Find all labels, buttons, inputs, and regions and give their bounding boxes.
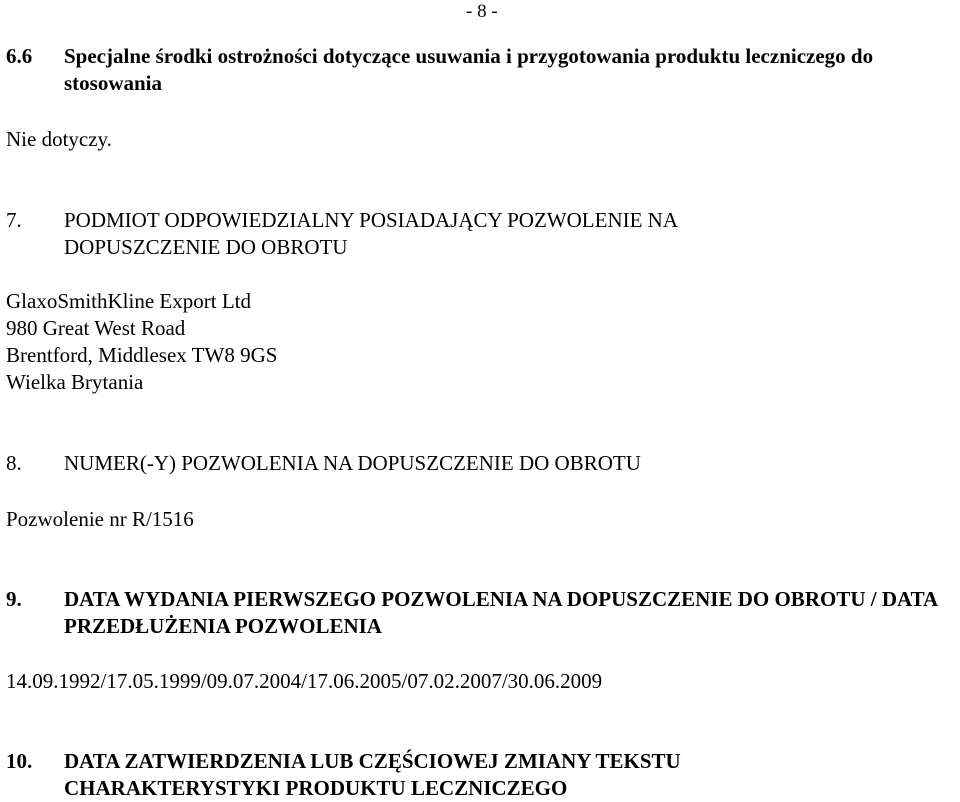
address-line: Brentford, Middlesex TW8 9GS: [6, 343, 278, 367]
address-line: GlaxoSmithKline Export Ltd: [6, 289, 251, 313]
section-8-title: NUMER(-Y) POZWOLENIA NA DOPUSZCZENIE DO OBROTU: [64, 451, 641, 475]
page-number: - 8 -: [466, 1, 498, 22]
section-8-heading: [6, 450, 956, 477]
section-7-heading: [6, 207, 956, 261]
address-line: Wielka Brytania: [6, 370, 144, 394]
section-10-heading: [6, 748, 956, 802]
section-9-body: 14.09.1992/17.05.1999/09.07.2004/17.06.2005/07.02.2007/30.06.2009: [6, 669, 603, 693]
section-6-6-number: 6.6: [6, 44, 33, 68]
address-line: 980 Great West Road: [6, 316, 186, 340]
section-9-title: DATA WYDANIA PIERWSZEGO POZWOLENIA NA DOPUSZCZENIE DO OBROTU / DATA PRZEDŁUŻENIA POZWOLENIA: [64, 587, 938, 638]
section-9-number: 9.: [6, 587, 22, 611]
section-8-number: 8.: [6, 451, 22, 475]
section-6-6-body: Nie dotyczy.: [6, 127, 112, 151]
section-9-heading: [6, 586, 956, 640]
section-6-6-heading: [6, 43, 956, 97]
section-8-body: Pozwolenie nr R/1516: [6, 507, 194, 531]
section-6-6-title: Specjalne środki ostrożności dotyczące usuwania i przygotowania produktu leczniczego do stosowania: [64, 44, 874, 95]
section-10-title: DATA ZATWIERDZENIA LUB CZĘŚCIOWEJ ZMIANY TEKSTU CHARAKTERYSTYKI PRODUKTU LECZNICZEGO: [64, 749, 681, 800]
section-7-number: 7.: [6, 208, 22, 232]
section-7-address: [6, 288, 277, 396]
section-10-number: 10.: [6, 749, 33, 773]
section-7-title: PODMIOT ODPOWIEDZIALNY POSIADAJĄCY POZWOLENIE NA DOPUSZCZENIE DO OBROTU: [64, 208, 677, 259]
